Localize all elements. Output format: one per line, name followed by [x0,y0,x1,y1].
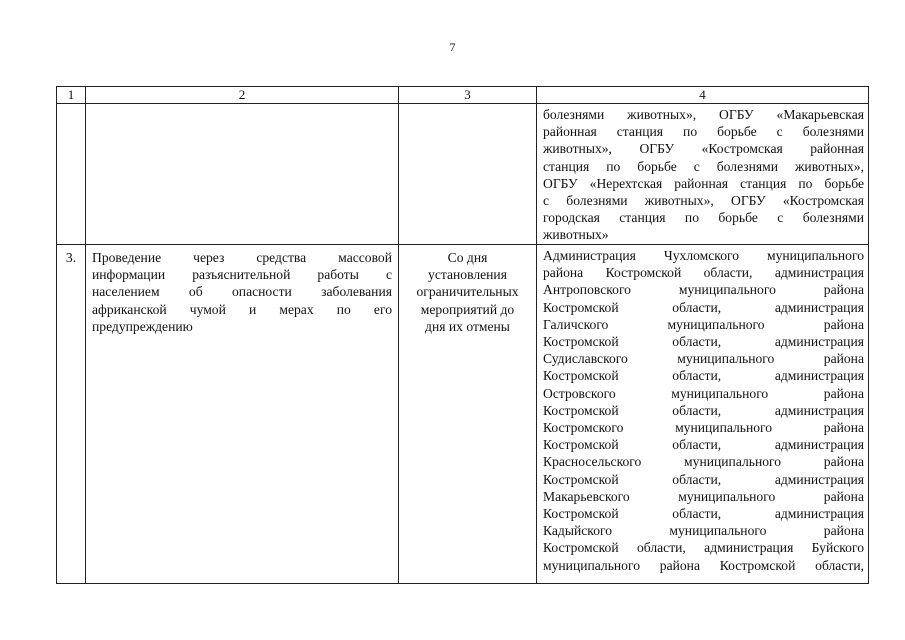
text-line: Костромской области, администрация [543,299,864,315]
header-col-2: 2 [86,87,399,104]
row2-deadline-cell [399,245,537,584]
text-line: Проведение через средства массовой [92,250,392,265]
text-line: мероприятий до [420,301,515,317]
text-line: Администрация Чухломского муниципального [543,248,864,263]
text-line: животных», ОГБУ «Костромская районная [543,141,864,157]
text-line: Антроповского муниципального района [543,282,864,298]
text-line: Костромской области, администрация [543,402,864,418]
text-line: предупреждению [92,318,193,334]
text-line: Костромской области, администрация [543,506,864,522]
text-line: Костромской области, администрация Буйского [543,540,864,556]
text-line: Островского муниципального района [543,385,864,401]
table-row [57,104,869,245]
measures-table [56,86,869,584]
row1-number-cell [57,104,86,245]
text-line: Костромской области, администрация [543,471,864,487]
text-line: населением об опасности заболевания [92,284,392,300]
text-line: района Костромской области, администрация [543,265,864,281]
text-line: информации разъяснительной работы с [92,267,392,283]
table-header-row [57,87,869,104]
text-line: районная станция по борьбе с болезнями [543,124,864,140]
text-line: Макарьевского муниципального района [543,488,864,504]
page-number: 7 [449,40,456,54]
text-line: Кадыйского муниципального района [543,523,864,539]
text-line: животных» [543,227,609,243]
text-line: установления [428,267,507,283]
text-line: станция по борьбе с болезнями животных», [543,158,864,174]
text-line: Со дня [447,250,488,265]
text-line: муниципального района Костромской области, [543,557,864,573]
row1-deadline-cell [399,104,537,245]
row2-number-cell: 3. [57,245,86,584]
row2-responsible-cell [537,245,869,584]
header-col-3: 3 [399,87,537,104]
header-col-1: 1 [57,87,86,104]
row1-measure-cell [86,104,399,245]
table-row [57,245,869,584]
text-line: Костромской области, администрация [543,368,864,384]
text-line: Красносельского муниципального района [543,454,864,470]
text-line: Галичского муниципального района [543,316,864,332]
text-line: африканской чумой и мерах по его [92,301,392,317]
text-line: с болезнями животных», ОГБУ «Костромская [543,193,864,209]
text-line: Костромской области, администрация [543,334,864,350]
text-line: Судиславского муниципального района [543,351,864,367]
row2-measure-cell [86,245,399,584]
text-line: ОГБУ «Нерехтская районная станция по борьбе [543,175,864,191]
text-line: городская станция по борьбе с болезнями [543,210,864,226]
text-line: дня их отмены [425,318,510,334]
text-line: болезнями животных», ОГБУ «Макарьевская [543,107,864,122]
text-line: Костромского муниципального района [543,420,864,436]
header-col-4: 4 [537,87,869,104]
text-line: ограничительных [416,284,519,300]
text-line: Костромской области, администрация [543,437,864,453]
row1-responsible-cell [537,104,869,245]
